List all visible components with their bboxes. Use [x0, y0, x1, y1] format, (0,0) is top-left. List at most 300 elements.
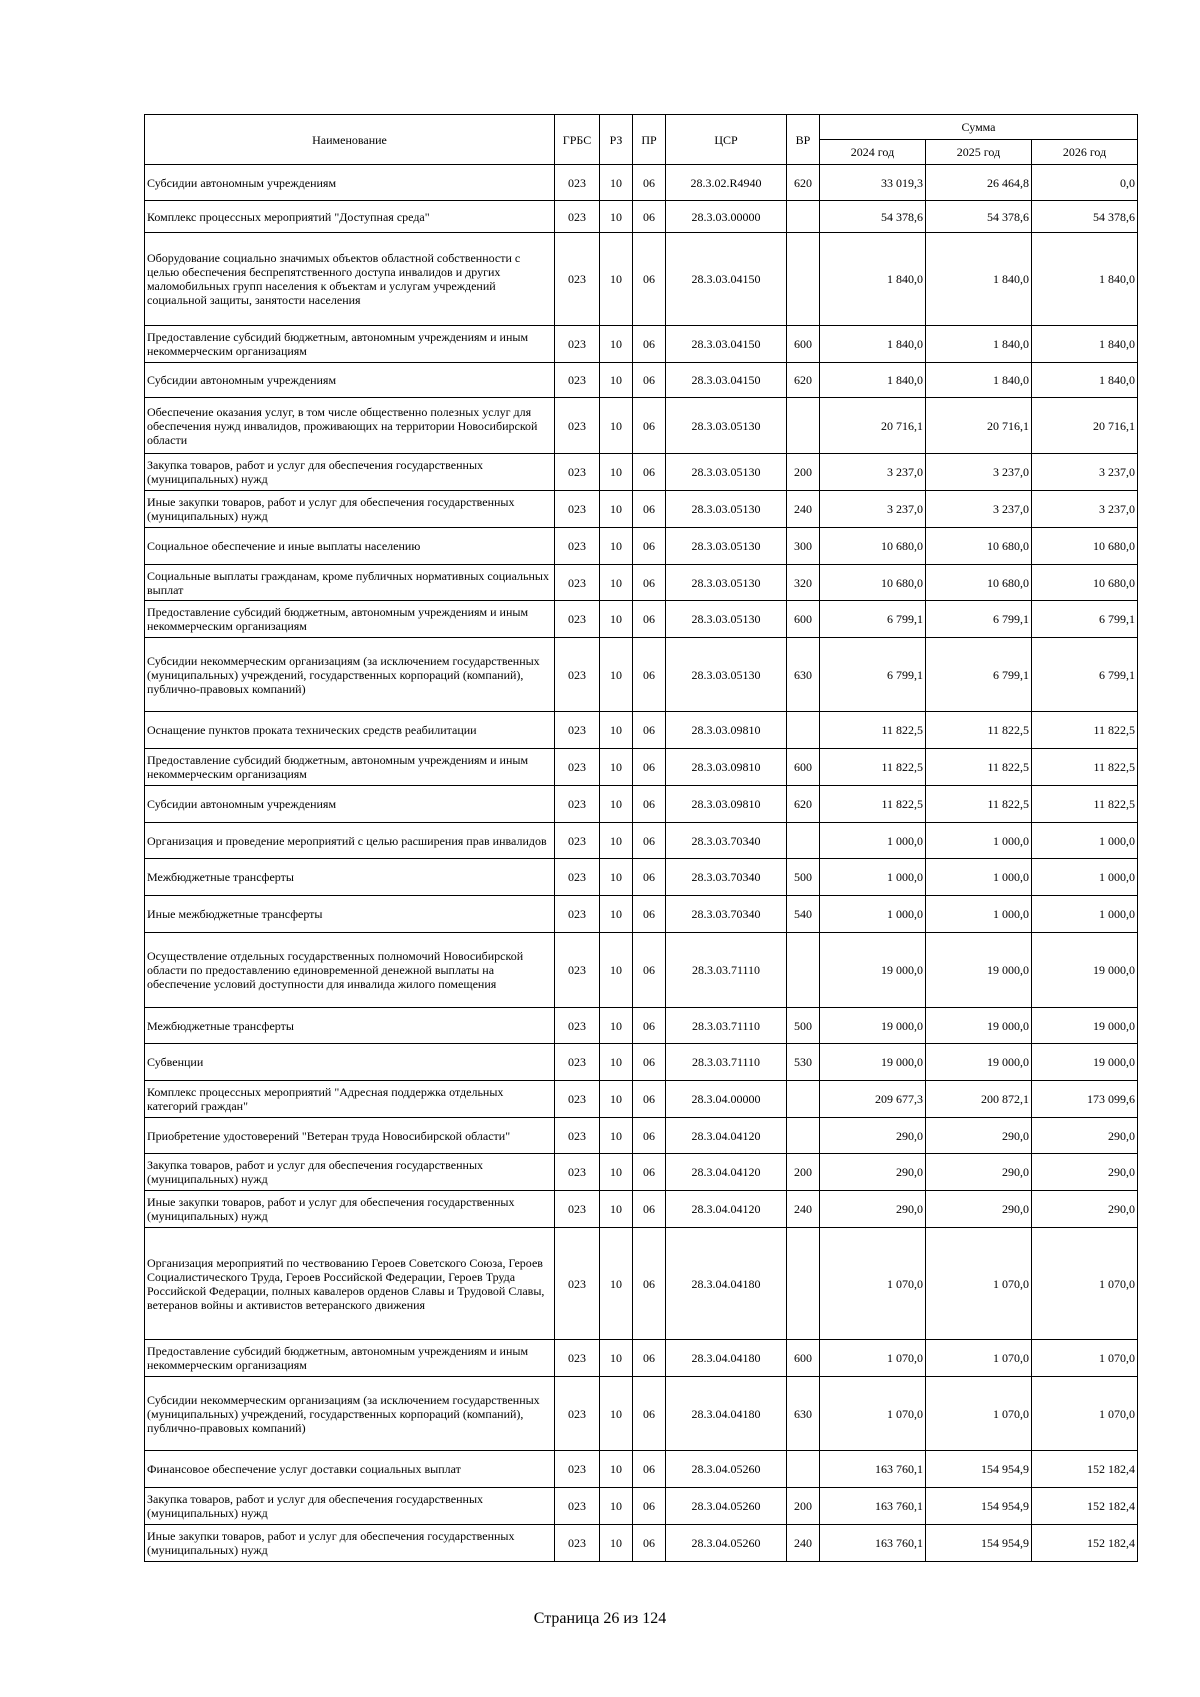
header-name: Наименование	[145, 115, 555, 165]
header-grbs: ГРБС	[555, 115, 600, 165]
cell-rz: 10	[600, 1191, 633, 1228]
header-rz: РЗ	[600, 115, 633, 165]
cell-name: Закупка товаров, работ и услуг для обеспечения государственных (муниципальных) нужд	[145, 1154, 555, 1191]
cell-pr: 06	[633, 1044, 666, 1081]
cell-2026: 1 070,0	[1032, 1228, 1138, 1340]
cell-2024: 209 677,3	[820, 1081, 926, 1118]
cell-grbs: 023	[555, 1340, 600, 1377]
table-row	[145, 1044, 1138, 1081]
cell-csr: 28.3.03.05130	[666, 398, 787, 454]
cell-name: Субсидии некоммерческим организациям (за исключением государственных (муниципальных) учреждений, государственных корпораций (компаний), публично-правовых компаний)	[145, 638, 555, 712]
cell-vr: 600	[787, 749, 820, 786]
cell-2024: 163 760,1	[820, 1525, 926, 1562]
cell-2026: 1 070,0	[1032, 1340, 1138, 1377]
cell-2025: 1 000,0	[926, 896, 1032, 933]
cell-rz: 10	[600, 565, 633, 601]
cell-grbs: 023	[555, 1525, 600, 1562]
cell-pr: 06	[633, 1191, 666, 1228]
cell-pr: 06	[633, 1081, 666, 1118]
table-row	[145, 1191, 1138, 1228]
cell-2024: 163 760,1	[820, 1488, 926, 1525]
cell-grbs: 023	[555, 859, 600, 896]
cell-pr: 06	[633, 454, 666, 491]
cell-2024: 1 070,0	[820, 1340, 926, 1377]
cell-vr	[787, 398, 820, 454]
cell-name: Комплекс процессных мероприятий "Адресная поддержка отдельных категорий граждан"	[145, 1081, 555, 1118]
cell-2026: 1 840,0	[1032, 326, 1138, 363]
cell-2026: 19 000,0	[1032, 1008, 1138, 1044]
cell-csr: 28.3.04.00000	[666, 1081, 787, 1118]
cell-pr: 06	[633, 601, 666, 638]
cell-grbs: 023	[555, 201, 600, 233]
cell-pr: 06	[633, 233, 666, 326]
cell-rz: 10	[600, 823, 633, 859]
header-year-2025: 2025 год	[926, 140, 1032, 165]
cell-grbs: 023	[555, 933, 600, 1008]
table-row	[145, 896, 1138, 933]
cell-rz: 10	[600, 201, 633, 233]
cell-csr: 28.3.03.05130	[666, 601, 787, 638]
cell-vr	[787, 1118, 820, 1154]
cell-name: Обеспечение оказания услуг, в том числе общественно полезных услуг для обеспечения нужд инвалидов, проживающих на территории Новосибирской области	[145, 398, 555, 454]
table-row	[145, 165, 1138, 201]
cell-2025: 54 378,6	[926, 201, 1032, 233]
cell-name: Оснащение пунктов проката технических средств реабилитации	[145, 712, 555, 749]
table-row	[145, 1377, 1138, 1451]
cell-grbs: 023	[555, 233, 600, 326]
cell-2025: 3 237,0	[926, 491, 1032, 528]
cell-rz: 10	[600, 1377, 633, 1451]
cell-name: Иные закупки товаров, работ и услуг для обеспечения государственных (муниципальных) нужд	[145, 1191, 555, 1228]
cell-name: Субвенции	[145, 1044, 555, 1081]
cell-2025: 6 799,1	[926, 601, 1032, 638]
cell-name: Предоставление субсидий бюджетным, автономным учреждениям и иным некоммерческим организациям	[145, 601, 555, 638]
cell-vr: 200	[787, 1154, 820, 1191]
cell-2025: 3 237,0	[926, 454, 1032, 491]
cell-grbs: 023	[555, 749, 600, 786]
table-row	[145, 1451, 1138, 1488]
cell-grbs: 023	[555, 1191, 600, 1228]
cell-2026: 290,0	[1032, 1154, 1138, 1191]
cell-vr: 600	[787, 601, 820, 638]
cell-rz: 10	[600, 1488, 633, 1525]
cell-2026: 1 000,0	[1032, 896, 1138, 933]
cell-csr: 28.3.03.04150	[666, 326, 787, 363]
table-row	[145, 859, 1138, 896]
cell-grbs: 023	[555, 1451, 600, 1488]
cell-2026: 173 099,6	[1032, 1081, 1138, 1118]
cell-csr: 28.3.03.71110	[666, 1008, 787, 1044]
cell-2024: 19 000,0	[820, 933, 926, 1008]
table-row	[145, 933, 1138, 1008]
cell-2025: 1 840,0	[926, 233, 1032, 326]
cell-rz: 10	[600, 786, 633, 823]
cell-rz: 10	[600, 326, 633, 363]
cell-vr: 320	[787, 565, 820, 601]
cell-pr: 06	[633, 1118, 666, 1154]
cell-2025: 11 822,5	[926, 749, 1032, 786]
cell-rz: 10	[600, 1044, 633, 1081]
cell-2025: 290,0	[926, 1118, 1032, 1154]
cell-vr: 240	[787, 491, 820, 528]
cell-rz: 10	[600, 1228, 633, 1340]
cell-csr: 28.3.03.05130	[666, 491, 787, 528]
page-number: Страница 26 из 124	[533, 1610, 667, 1627]
cell-2025: 10 680,0	[926, 528, 1032, 565]
cell-pr: 06	[633, 565, 666, 601]
cell-2026: 1 840,0	[1032, 233, 1138, 326]
cell-pr: 06	[633, 1451, 666, 1488]
cell-2024: 3 237,0	[820, 454, 926, 491]
cell-2024: 163 760,1	[820, 1451, 926, 1488]
cell-2026: 3 237,0	[1032, 491, 1138, 528]
cell-name: Субсидии некоммерческим организациям (за исключением государственных (муниципальных) учреждений, государственных корпораций (компаний), публично-правовых компаний)	[145, 1377, 555, 1451]
cell-2024: 290,0	[820, 1154, 926, 1191]
cell-pr: 06	[633, 1525, 666, 1562]
cell-grbs: 023	[555, 363, 600, 398]
cell-2024: 33 019,3	[820, 165, 926, 201]
cell-grbs: 023	[555, 1081, 600, 1118]
table-header	[145, 115, 1138, 165]
cell-2024: 290,0	[820, 1191, 926, 1228]
cell-name: Межбюджетные трансферты	[145, 859, 555, 896]
cell-csr: 28.3.03.04150	[666, 363, 787, 398]
cell-csr: 28.3.03.09810	[666, 749, 787, 786]
budget-table	[144, 114, 1138, 1562]
cell-rz: 10	[600, 528, 633, 565]
table-row	[145, 638, 1138, 712]
cell-vr	[787, 933, 820, 1008]
cell-csr: 28.3.04.04180	[666, 1377, 787, 1451]
table-row	[145, 1081, 1138, 1118]
cell-2025: 1 000,0	[926, 823, 1032, 859]
cell-2024: 1 000,0	[820, 896, 926, 933]
cell-2024: 6 799,1	[820, 638, 926, 712]
cell-2026: 290,0	[1032, 1118, 1138, 1154]
cell-name: Предоставление субсидий бюджетным, автономным учреждениям и иным некоммерческим организациям	[145, 326, 555, 363]
cell-vr: 500	[787, 859, 820, 896]
cell-name: Субсидии автономным учреждениям	[145, 363, 555, 398]
cell-csr: 28.3.03.70340	[666, 896, 787, 933]
cell-2026: 6 799,1	[1032, 601, 1138, 638]
cell-pr: 06	[633, 363, 666, 398]
cell-csr: 28.3.03.71110	[666, 1044, 787, 1081]
cell-rz: 10	[600, 601, 633, 638]
cell-2025: 154 954,9	[926, 1488, 1032, 1525]
table-row	[145, 712, 1138, 749]
cell-2026: 0,0	[1032, 165, 1138, 201]
cell-vr	[787, 1451, 820, 1488]
cell-name: Субсидии автономным учреждениям	[145, 786, 555, 823]
cell-csr: 28.3.03.70340	[666, 859, 787, 896]
cell-2026: 3 237,0	[1032, 454, 1138, 491]
cell-csr: 28.3.03.04150	[666, 233, 787, 326]
cell-2024: 11 822,5	[820, 786, 926, 823]
cell-vr: 600	[787, 1340, 820, 1377]
cell-csr: 28.3.04.05260	[666, 1525, 787, 1562]
cell-2026: 152 182,4	[1032, 1451, 1138, 1488]
table-row	[145, 326, 1138, 363]
cell-2026: 290,0	[1032, 1191, 1138, 1228]
cell-2025: 1 070,0	[926, 1377, 1032, 1451]
cell-name: Предоставление субсидий бюджетным, автономным учреждениям и иным некоммерческим организациям	[145, 1340, 555, 1377]
cell-2025: 6 799,1	[926, 638, 1032, 712]
table-row	[145, 1340, 1138, 1377]
cell-csr: 28.3.03.09810	[666, 786, 787, 823]
table-row	[145, 398, 1138, 454]
cell-csr: 28.3.03.05130	[666, 565, 787, 601]
cell-grbs: 023	[555, 601, 600, 638]
cell-vr	[787, 233, 820, 326]
cell-pr: 06	[633, 859, 666, 896]
cell-2024: 1 070,0	[820, 1228, 926, 1340]
cell-vr: 620	[787, 786, 820, 823]
cell-2024: 11 822,5	[820, 749, 926, 786]
cell-2024: 3 237,0	[820, 491, 926, 528]
table-row	[145, 1118, 1138, 1154]
cell-2024: 1 840,0	[820, 363, 926, 398]
cell-2025: 19 000,0	[926, 1008, 1032, 1044]
cell-2026: 11 822,5	[1032, 786, 1138, 823]
cell-vr: 600	[787, 326, 820, 363]
cell-name: Иные закупки товаров, работ и услуг для обеспечения государственных (муниципальных) нужд	[145, 1525, 555, 1562]
table-row	[145, 786, 1138, 823]
cell-2026: 19 000,0	[1032, 933, 1138, 1008]
cell-2024: 290,0	[820, 1118, 926, 1154]
cell-csr: 28.3.03.05130	[666, 454, 787, 491]
cell-name: Осуществление отдельных государственных полномочий Новосибирской области по предоставлению единовременной денежной выплаты на обеспечение условий доступности для инвалида жилого помещения	[145, 933, 555, 1008]
table-row	[145, 1008, 1138, 1044]
cell-csr: 28.3.04.04180	[666, 1340, 787, 1377]
header-csr: ЦСР	[666, 115, 787, 165]
cell-2025: 11 822,5	[926, 786, 1032, 823]
cell-2025: 1 000,0	[926, 859, 1032, 896]
cell-2024: 1 840,0	[820, 326, 926, 363]
cell-csr: 28.3.03.05130	[666, 638, 787, 712]
cell-2024: 19 000,0	[820, 1008, 926, 1044]
cell-pr: 06	[633, 1154, 666, 1191]
cell-rz: 10	[600, 1340, 633, 1377]
cell-2026: 1 000,0	[1032, 859, 1138, 896]
header-year-2024: 2024 год	[820, 140, 926, 165]
cell-vr: 200	[787, 1488, 820, 1525]
cell-grbs: 023	[555, 565, 600, 601]
cell-rz: 10	[600, 398, 633, 454]
cell-rz: 10	[600, 1118, 633, 1154]
cell-grbs: 023	[555, 398, 600, 454]
cell-pr: 06	[633, 896, 666, 933]
header-vr: ВР	[787, 115, 820, 165]
cell-2025: 200 872,1	[926, 1081, 1032, 1118]
cell-2026: 20 716,1	[1032, 398, 1138, 454]
cell-rz: 10	[600, 1008, 633, 1044]
table-row	[145, 233, 1138, 326]
cell-2024: 54 378,6	[820, 201, 926, 233]
cell-2025: 19 000,0	[926, 933, 1032, 1008]
cell-pr: 06	[633, 786, 666, 823]
cell-2025: 10 680,0	[926, 565, 1032, 601]
cell-2024: 1 000,0	[820, 823, 926, 859]
cell-2024: 1 070,0	[820, 1377, 926, 1451]
cell-grbs: 023	[555, 1154, 600, 1191]
cell-csr: 28.3.04.04120	[666, 1191, 787, 1228]
cell-2026: 6 799,1	[1032, 638, 1138, 712]
cell-csr: 28.3.04.05260	[666, 1451, 787, 1488]
cell-csr: 28.3.03.70340	[666, 823, 787, 859]
cell-2025: 20 716,1	[926, 398, 1032, 454]
cell-vr: 240	[787, 1525, 820, 1562]
cell-csr: 28.3.03.09810	[666, 712, 787, 749]
cell-pr: 06	[633, 823, 666, 859]
cell-csr: 28.3.02.R4940	[666, 165, 787, 201]
cell-rz: 10	[600, 1154, 633, 1191]
cell-rz: 10	[600, 363, 633, 398]
cell-pr: 06	[633, 326, 666, 363]
cell-pr: 06	[633, 933, 666, 1008]
cell-2025: 154 954,9	[926, 1451, 1032, 1488]
cell-vr: 500	[787, 1008, 820, 1044]
cell-vr	[787, 823, 820, 859]
cell-grbs: 023	[555, 896, 600, 933]
cell-rz: 10	[600, 712, 633, 749]
cell-name: Предоставление субсидий бюджетным, автономным учреждениям и иным некоммерческим организациям	[145, 749, 555, 786]
cell-2025: 290,0	[926, 1191, 1032, 1228]
cell-2026: 11 822,5	[1032, 749, 1138, 786]
cell-vr	[787, 712, 820, 749]
cell-pr: 06	[633, 1488, 666, 1525]
cell-2025: 1 840,0	[926, 326, 1032, 363]
cell-name: Социальное обеспечение и иные выплаты населению	[145, 528, 555, 565]
table-row	[145, 528, 1138, 565]
cell-grbs: 023	[555, 1118, 600, 1154]
cell-grbs: 023	[555, 165, 600, 201]
cell-2025: 11 822,5	[926, 712, 1032, 749]
cell-2026: 1 070,0	[1032, 1377, 1138, 1451]
cell-2026: 152 182,4	[1032, 1488, 1138, 1525]
cell-csr: 28.3.03.05130	[666, 528, 787, 565]
cell-name: Иные закупки товаров, работ и услуг для обеспечения государственных (муниципальных) нужд	[145, 491, 555, 528]
cell-2026: 19 000,0	[1032, 1044, 1138, 1081]
cell-grbs: 023	[555, 491, 600, 528]
cell-2026: 1 840,0	[1032, 363, 1138, 398]
cell-grbs: 023	[555, 1008, 600, 1044]
cell-vr: 200	[787, 454, 820, 491]
table-row	[145, 1525, 1138, 1562]
cell-pr: 06	[633, 398, 666, 454]
cell-name: Организация мероприятий по чествованию Героев Советского Союза, Героев Социалистического Труда, Героев Российской Федерации, Героев Труда Российской Федерации, полных кавалеров орденов Славы и Трудовой Славы, ветеранов войны и активистов ветеранского движения	[145, 1228, 555, 1340]
cell-rz: 10	[600, 454, 633, 491]
table-row	[145, 454, 1138, 491]
cell-vr	[787, 1081, 820, 1118]
cell-grbs: 023	[555, 1377, 600, 1451]
cell-rz: 10	[600, 896, 633, 933]
cell-pr: 06	[633, 165, 666, 201]
table-row	[145, 1154, 1138, 1191]
cell-rz: 10	[600, 638, 633, 712]
cell-rz: 10	[600, 749, 633, 786]
cell-2026: 54 378,6	[1032, 201, 1138, 233]
cell-grbs: 023	[555, 1228, 600, 1340]
cell-csr: 28.3.03.71110	[666, 933, 787, 1008]
table-row	[145, 823, 1138, 859]
table-row	[145, 491, 1138, 528]
cell-2026: 10 680,0	[1032, 565, 1138, 601]
cell-2026: 1 000,0	[1032, 823, 1138, 859]
table-row	[145, 363, 1138, 398]
cell-2026: 10 680,0	[1032, 528, 1138, 565]
cell-rz: 10	[600, 165, 633, 201]
table-row	[145, 1488, 1138, 1525]
table-row	[145, 749, 1138, 786]
cell-name: Оборудование социально значимых объектов областной собственности с целью обеспечения беспрепятственного доступа инвалидов и других маломобильных групп населения к объектам и услугам учреждений социальной защиты, занятости населения	[145, 233, 555, 326]
cell-2024: 20 716,1	[820, 398, 926, 454]
cell-pr: 06	[633, 1008, 666, 1044]
cell-vr: 540	[787, 896, 820, 933]
cell-csr: 28.3.04.04120	[666, 1118, 787, 1154]
cell-name: Комплекс процессных мероприятий "Доступная среда"	[145, 201, 555, 233]
cell-pr: 06	[633, 1377, 666, 1451]
cell-grbs: 023	[555, 638, 600, 712]
table-row	[145, 1228, 1138, 1340]
cell-grbs: 023	[555, 454, 600, 491]
cell-pr: 06	[633, 749, 666, 786]
cell-2024: 6 799,1	[820, 601, 926, 638]
cell-grbs: 023	[555, 712, 600, 749]
cell-vr: 630	[787, 1377, 820, 1451]
header-sum: Сумма	[820, 115, 1138, 140]
cell-2025: 1 070,0	[926, 1228, 1032, 1340]
cell-2024: 19 000,0	[820, 1044, 926, 1081]
cell-vr: 620	[787, 363, 820, 398]
cell-name: Субсидии автономным учреждениям	[145, 165, 555, 201]
header-year-2026: 2026 год	[1032, 140, 1138, 165]
cell-grbs: 023	[555, 326, 600, 363]
cell-rz: 10	[600, 859, 633, 896]
cell-vr	[787, 1228, 820, 1340]
cell-vr	[787, 201, 820, 233]
cell-grbs: 023	[555, 1488, 600, 1525]
cell-pr: 06	[633, 712, 666, 749]
cell-name: Межбюджетные трансферты	[145, 1008, 555, 1044]
header-pr: ПР	[633, 115, 666, 165]
cell-rz: 10	[600, 933, 633, 1008]
cell-2024: 1 840,0	[820, 233, 926, 326]
cell-2025: 154 954,9	[926, 1525, 1032, 1562]
cell-2024: 1 000,0	[820, 859, 926, 896]
cell-pr: 06	[633, 1228, 666, 1340]
cell-vr: 300	[787, 528, 820, 565]
cell-2025: 1 070,0	[926, 1340, 1032, 1377]
cell-pr: 06	[633, 528, 666, 565]
cell-2024: 10 680,0	[820, 528, 926, 565]
cell-csr: 28.3.04.05260	[666, 1488, 787, 1525]
cell-name: Приобретение удостоверений "Ветеран труда Новосибирской области"	[145, 1118, 555, 1154]
cell-csr: 28.3.03.00000	[666, 201, 787, 233]
cell-pr: 06	[633, 638, 666, 712]
cell-2026: 152 182,4	[1032, 1525, 1138, 1562]
cell-grbs: 023	[555, 786, 600, 823]
cell-vr: 530	[787, 1044, 820, 1081]
cell-vr: 630	[787, 638, 820, 712]
cell-2025: 1 840,0	[926, 363, 1032, 398]
cell-2024: 10 680,0	[820, 565, 926, 601]
cell-rz: 10	[600, 233, 633, 326]
cell-grbs: 023	[555, 823, 600, 859]
cell-name: Закупка товаров, работ и услуг для обеспечения государственных (муниципальных) нужд	[145, 454, 555, 491]
cell-pr: 06	[633, 201, 666, 233]
cell-2025: 290,0	[926, 1154, 1032, 1191]
table-body	[145, 165, 1138, 1562]
